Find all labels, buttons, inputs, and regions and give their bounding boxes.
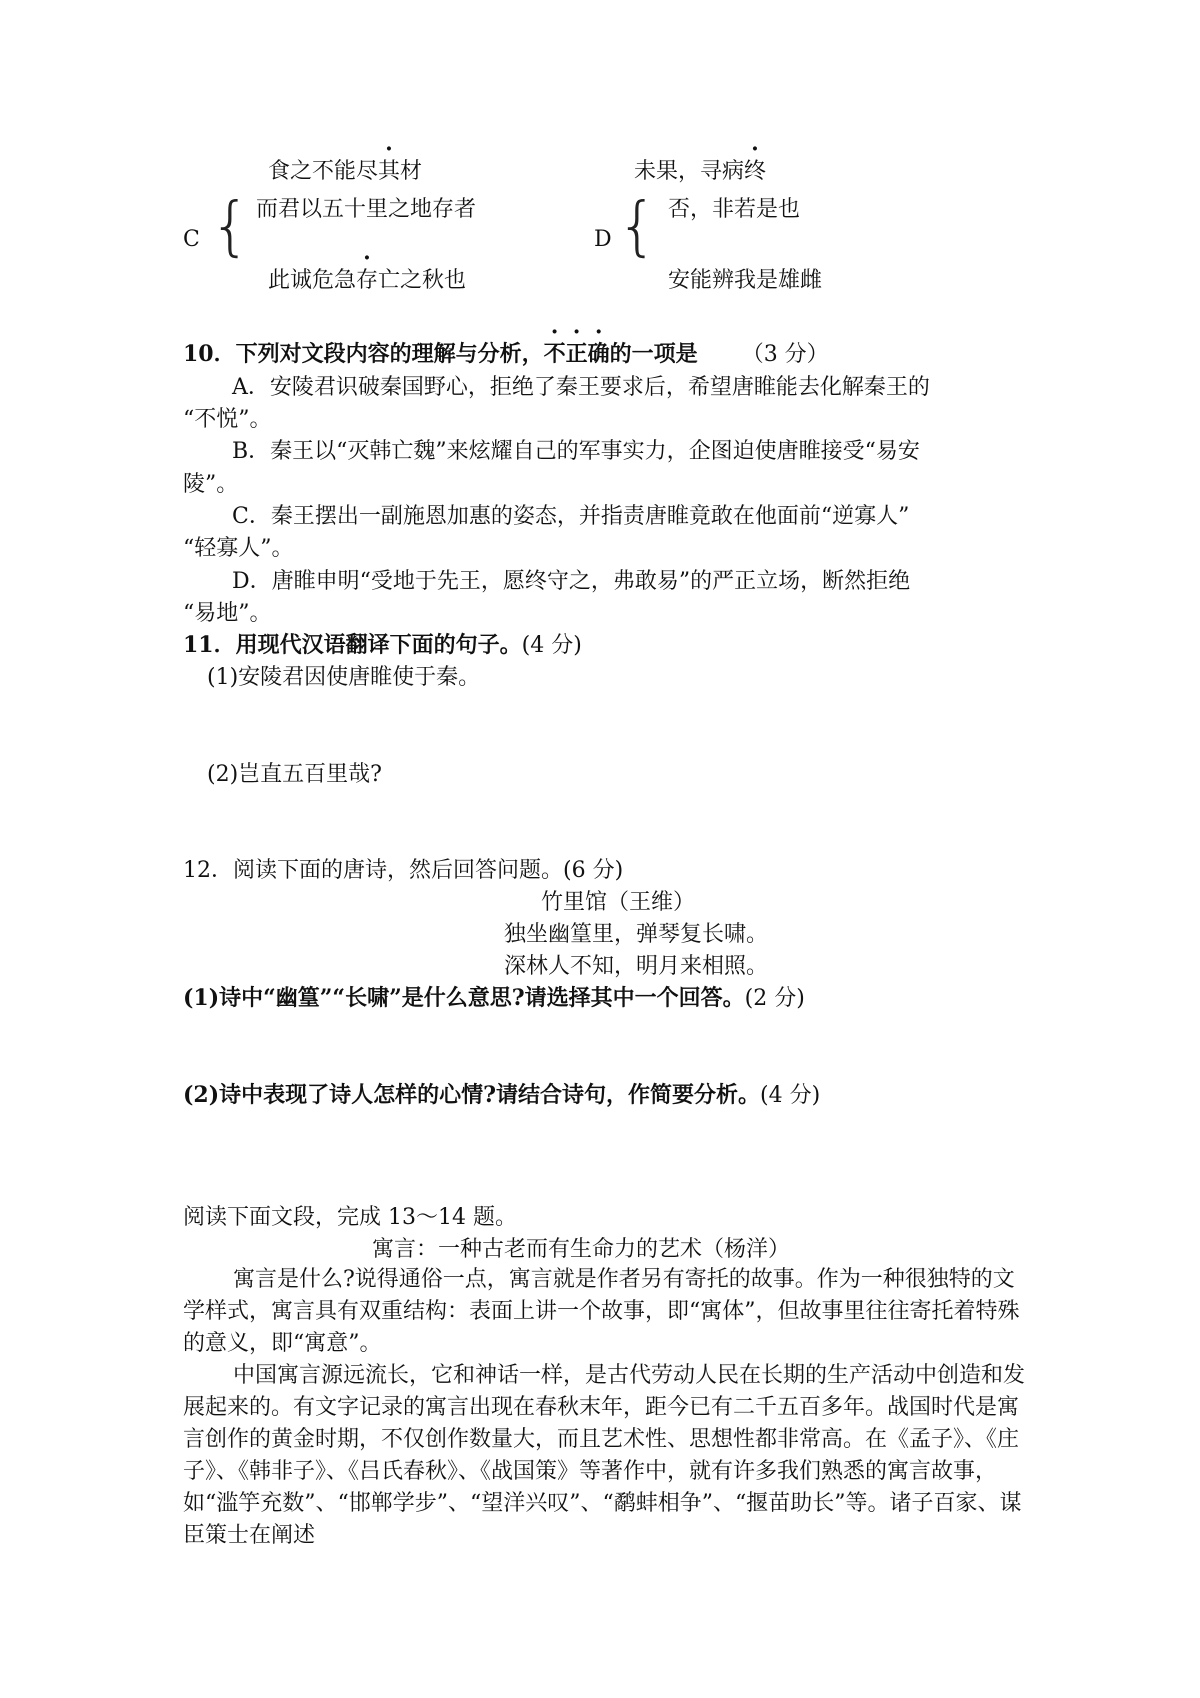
- option-c-line2: 而君以五十里之地存者: [256, 197, 477, 222]
- option-c-line1: 食之不能尽其材: [268, 154, 422, 185]
- option-d-letter: D: [594, 227, 612, 252]
- option-d-brace: {: [617, 190, 658, 264]
- dotted-char: 存: [356, 268, 379, 293]
- poem-title: 竹里馆（王维）: [541, 890, 696, 915]
- option-d-line2: 否，非若是也: [668, 197, 801, 222]
- reading-paragraph-2: 中国寓言源远流长，它和神话一样，是古代劳动人民在长期的生产活动中创造和发展起来的。有文字记录的寓言出现在春秋末年，距今已有二千五百多年。战国时代是寓言创作的黄金时期，不仅创作数量大，而且艺术性、思想性都非常高。在《孟子》、《庄子》、《韩非子》、《吕氏春秋》、《战国策》等著作中，就有许多我们熟悉的寓言故事，如“滥竽充数”、“邯郸学步”、“望洋兴叹”、“鹬蚌相争”、“揠苗助长”等。诸子百家、谋臣策士在阐述: [183, 1363, 1026, 1548]
- q10-option-a-cont: “不悦”。: [183, 407, 272, 432]
- option-c-brace: {: [210, 190, 251, 264]
- option-d-line3: 安能辨我是雄雌: [668, 268, 823, 293]
- q10-option-a: A．安陵君识破秦国野心，拒绝了秦王要求后，希望唐睢能去化解秦王的: [232, 375, 930, 400]
- dotted-char: 不: [543, 341, 566, 367]
- q10-stem: 10．下列对文段内容的理解与分析，不正确的一项是 （3 分）: [183, 337, 829, 368]
- dotted-char: 其: [378, 159, 401, 184]
- q11-stem: 11．用现代汉语翻译下面的句子。(4 分): [183, 632, 582, 658]
- q12-sub-2: (2)诗中表现了诗人怎样的心情?请结合诗句，作简要分析。(4 分): [183, 1082, 821, 1108]
- dotted-char: 正: [565, 341, 588, 367]
- reading-intro: 阅读下面文段，完成 13～14 题。: [183, 1205, 517, 1230]
- q10-option-d-cont: “易地”。: [183, 601, 272, 626]
- dotted-char: 终: [744, 159, 767, 184]
- q12-stem: 12．阅读下面的唐诗，然后回答问题。(6 分): [183, 858, 624, 883]
- option-c-line3: 此诚危急存亡之秋也: [268, 263, 466, 294]
- q10-option-b-cont: 陵”。: [183, 472, 239, 497]
- q10-option-b: B．秦王以“灭韩亡魏”来炫耀自己的军事实力，企图迫使唐睢接受“易安: [232, 439, 920, 464]
- q12-sub-1: (1)诗中“幽篁”“长啸”是什么意思?请选择其中一个回答。(2 分): [183, 985, 805, 1011]
- option-c-letter: C: [183, 227, 200, 252]
- q10-option-c-cont: “轻寡人”。: [183, 536, 294, 561]
- poem-line-1: 独坐幽篁里，弹琴复长啸。: [504, 922, 769, 947]
- q11-sentence-1: (1)安陵君因使唐睢使于秦。: [207, 665, 481, 690]
- reading-title: 寓言：一种古老而有生命力的艺术（杨洋）: [372, 1237, 791, 1262]
- q10-option-c: C．秦王摆出一副施恩加惠的姿态，并指责唐睢竟敢在他面前“逆寡人”: [232, 504, 910, 529]
- option-d-line1: 未果，寻病终: [634, 154, 766, 185]
- dotted-char: 确: [587, 341, 610, 367]
- dotted-text: [544, 341, 610, 367]
- reading-paragraph-1: 寓言是什么?说得通俗一点，寓言就是作者另有寄托的故事。作为一种很独特的文学样式，寓言具有双重结构：表面上讲一个故事，即“寓体”，但故事里往往寄托着特殊的意义，即“寓意”。: [183, 1267, 1020, 1356]
- q10-option-d: D．唐睢申明“受地于先王，愿终守之，弗敢易”的严正立场，断然拒绝: [232, 569, 911, 594]
- q11-sentence-2: (2)岂直五百里哉?: [207, 762, 382, 787]
- poem-line-2: 深林人不知，明月来相照。: [504, 954, 769, 979]
